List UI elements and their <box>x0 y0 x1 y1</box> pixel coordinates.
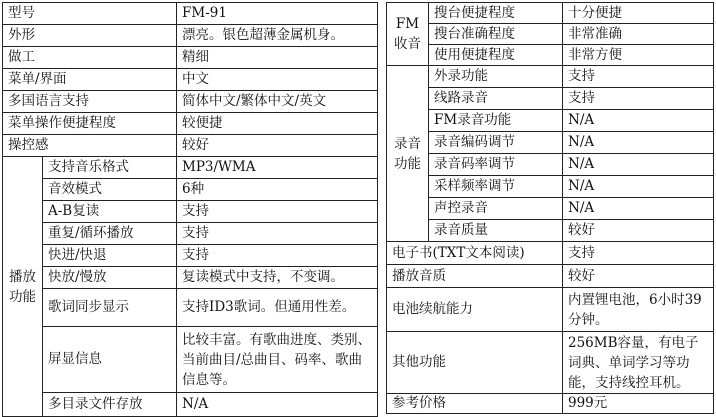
row-value: 支持 <box>177 201 378 223</box>
table-row <box>3 3 378 25</box>
table-row <box>3 289 378 327</box>
row-label: 重复/循环播放 <box>43 223 177 245</box>
row-value: 较便捷 <box>177 113 378 135</box>
table-row <box>387 154 714 176</box>
row-label: 音效模式 <box>43 179 177 201</box>
row-label: 菜单/界面 <box>3 69 177 91</box>
row-label: 菜单操作便捷程度 <box>3 113 177 135</box>
row-label: 型号 <box>3 3 177 25</box>
table-row <box>387 66 714 88</box>
spec-table-left <box>2 2 378 417</box>
table-row <box>3 245 378 267</box>
row-label: 电池续航能力 <box>387 288 563 332</box>
row-value: 较好 <box>563 265 714 288</box>
table-row <box>387 394 714 414</box>
row-value: N/A <box>177 393 378 417</box>
table-row <box>387 24 714 45</box>
row-value: 中文 <box>177 69 378 91</box>
row-value: 支持ID3歌词。但通用性差。 <box>177 289 378 327</box>
row-value: 999元 <box>563 394 714 414</box>
table-row <box>3 267 378 289</box>
table-row <box>387 3 714 24</box>
row-value: 非常准确 <box>563 24 714 45</box>
row-value: FM-91 <box>177 3 378 25</box>
table-row <box>3 25 378 47</box>
row-label: 搜台准确程度 <box>429 24 563 45</box>
table-row <box>387 198 714 220</box>
row-label: 操控感 <box>3 135 177 157</box>
table-row <box>387 288 714 332</box>
row-value: 精细 <box>177 47 378 69</box>
row-value: 6种 <box>177 179 378 201</box>
row-label: 播放音质 <box>387 265 563 288</box>
row-value: 支持 <box>177 245 378 267</box>
group-label-playback: 播放功能 <box>3 157 43 417</box>
row-value: 十分便捷 <box>563 3 714 24</box>
row-label: 参考价格 <box>387 394 563 414</box>
row-value: N/A <box>563 110 714 132</box>
row-label: 电子书(TXT文本阅读) <box>387 242 563 265</box>
table-row <box>3 201 378 223</box>
table-row <box>3 113 378 135</box>
row-value: 较好 <box>177 135 378 157</box>
row-label: 外形 <box>3 25 177 47</box>
row-value: 简体中文/繁体中文/英文 <box>177 91 378 113</box>
table-row <box>387 45 714 66</box>
table-row <box>3 223 378 245</box>
row-value: 支持 <box>177 223 378 245</box>
row-label: 快进/快退 <box>43 245 177 267</box>
row-value: 内置锂电池，6小时39分钟。 <box>563 288 714 332</box>
row-label: 录音码率调节 <box>429 154 563 176</box>
row-label: A-B复读 <box>43 201 177 223</box>
row-label: 其他功能 <box>387 332 563 394</box>
row-label: 录音编码调节 <box>429 132 563 154</box>
row-label: 搜台便捷程度 <box>429 3 563 24</box>
group-label-fm: FM收音 <box>387 3 429 66</box>
row-value: 复读模式中支持，不变调。 <box>177 267 378 289</box>
row-value: MP3/WMA <box>177 157 378 179</box>
group-label-recording: 录音功能 <box>387 66 429 242</box>
row-value: 漂亮。银色超薄金属机身。 <box>177 25 378 47</box>
table-row <box>3 393 378 417</box>
table-row <box>3 157 378 179</box>
row-value: N/A <box>563 176 714 198</box>
row-label: 歌词同步显示 <box>43 289 177 327</box>
row-label: 快放/慢放 <box>43 267 177 289</box>
row-label: 外录功能 <box>429 66 563 88</box>
row-label: 线路录音 <box>429 88 563 110</box>
row-value: 较好 <box>563 220 714 242</box>
table-row <box>3 179 378 201</box>
table-row <box>387 176 714 198</box>
row-value: 支持 <box>563 88 714 110</box>
row-value: N/A <box>563 132 714 154</box>
table-row <box>3 69 378 91</box>
table-row <box>387 265 714 288</box>
row-label: 做工 <box>3 47 177 69</box>
row-label: 录音质量 <box>429 220 563 242</box>
row-label: 屏显信息 <box>43 327 177 393</box>
table-row <box>3 327 378 393</box>
row-value: 支持 <box>563 242 714 265</box>
row-label: 多国语言支持 <box>3 91 177 113</box>
row-label: 采样频率调节 <box>429 176 563 198</box>
row-label: FM录音功能 <box>429 110 563 132</box>
table-row <box>387 88 714 110</box>
table-row <box>387 332 714 394</box>
row-label: 声控录音 <box>429 198 563 220</box>
table-row <box>387 110 714 132</box>
row-value: 非常方便 <box>563 45 714 66</box>
row-value: 256MB容量，有电子词典、单词学习等功能，支持线控耳机。 <box>563 332 714 394</box>
row-value: N/A <box>563 154 714 176</box>
row-value: N/A <box>563 198 714 220</box>
row-label: 多目录文件存放 <box>43 393 177 417</box>
table-row <box>3 135 378 157</box>
row-value: 支持 <box>563 66 714 88</box>
table-row <box>387 132 714 154</box>
row-label: 支持音乐格式 <box>43 157 177 179</box>
table-row <box>387 242 714 265</box>
table-row <box>387 220 714 242</box>
spec-table-right <box>386 2 714 414</box>
row-label: 使用便捷程度 <box>429 45 563 66</box>
table-row <box>3 91 378 113</box>
table-row <box>3 47 378 69</box>
row-value: 比较丰富。有歌曲进度、类别、当前曲目/总曲目、码率、歌曲信息等。 <box>177 327 378 393</box>
